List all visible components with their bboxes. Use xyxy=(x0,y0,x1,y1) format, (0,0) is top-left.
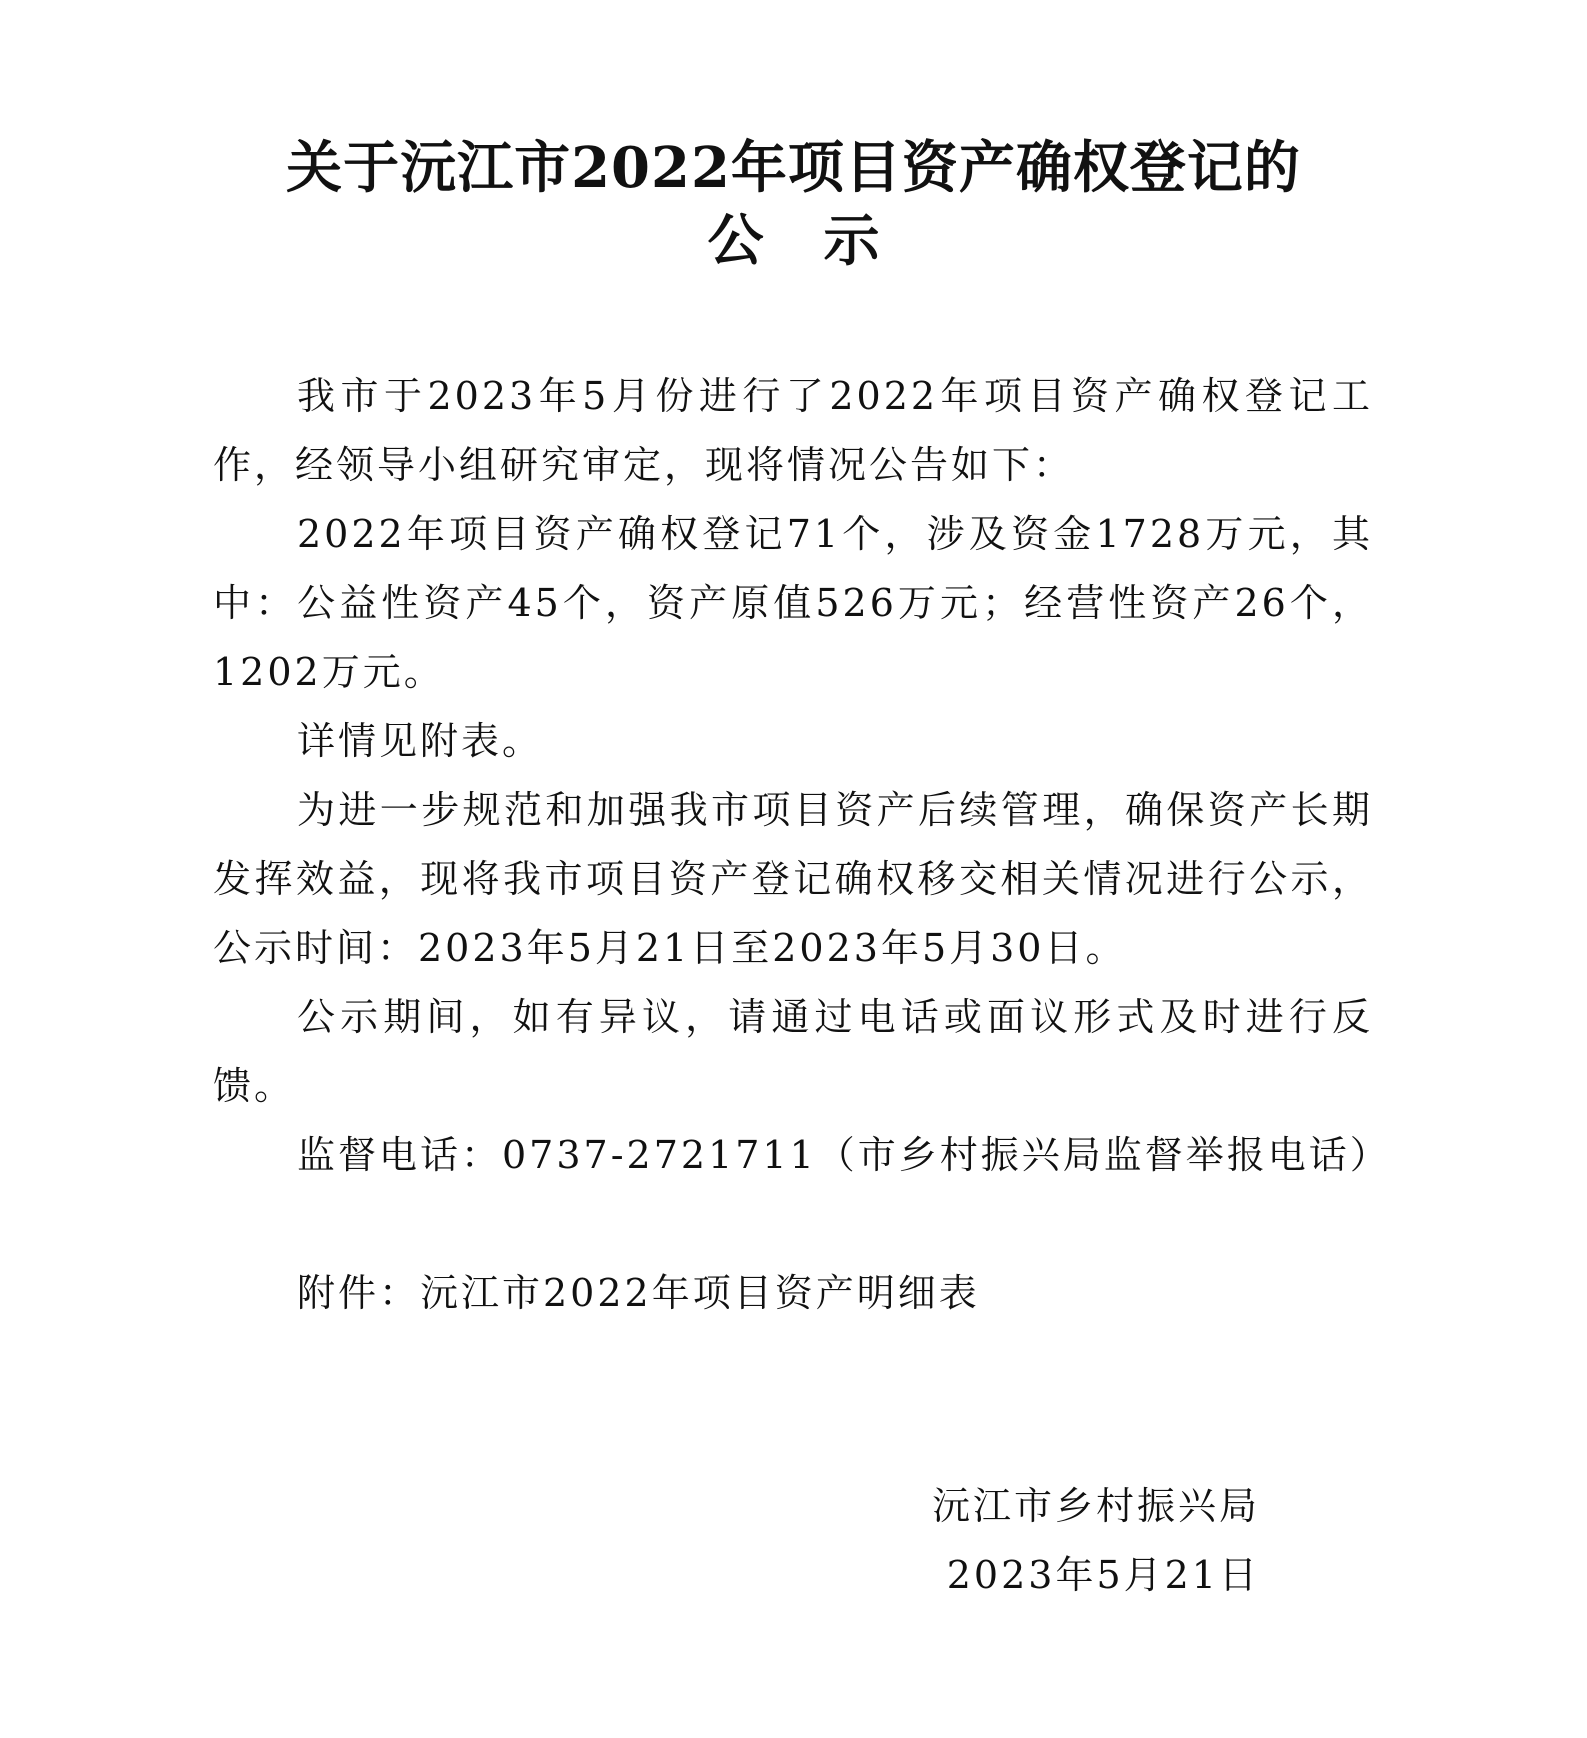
paragraph-hotline: 监督电话：0737-2721711（市乡村振兴局监督举报电话） xyxy=(297,1133,1391,1177)
document-subtitle: 公示 xyxy=(707,208,940,274)
paragraph-purpose: 为进一步规范和加强我市项目资产后续管理，确保资产长期发挥效益，现将我市项目资产登记确权移交相关情况进行公示，公示时间：2023年5月21日至2023年5月30日。 xyxy=(213,788,1373,970)
document-title: 关于沅江市2022年项目资产确权登记的 xyxy=(286,135,1301,201)
paragraph-details: 详情见附表。 xyxy=(297,719,544,763)
paragraph-summary: 2022年项目资产确权登记71个，涉及资金1728万元，其中：公益性资产45个，资产原值526万元；经营性资产26个，1202万元。 xyxy=(213,512,1373,694)
paragraph-intro: 我市于2023年5月份进行了2022年项目资产确权登记工作，经领导小组研究审定，现将情况公告如下： xyxy=(213,374,1373,487)
paragraph-objection: 公示期间，如有异议，请通过电话或面议形式及时进行反馈。 xyxy=(213,995,1373,1108)
signature-date: 2023年5月21日 xyxy=(946,1553,1260,1597)
signature-organization: 沅江市乡村振兴局 xyxy=(931,1484,1260,1528)
attachment-line: 附件：沅江市2022年项目资产明细表 xyxy=(297,1271,980,1315)
document-body xyxy=(213,362,1391,1328)
